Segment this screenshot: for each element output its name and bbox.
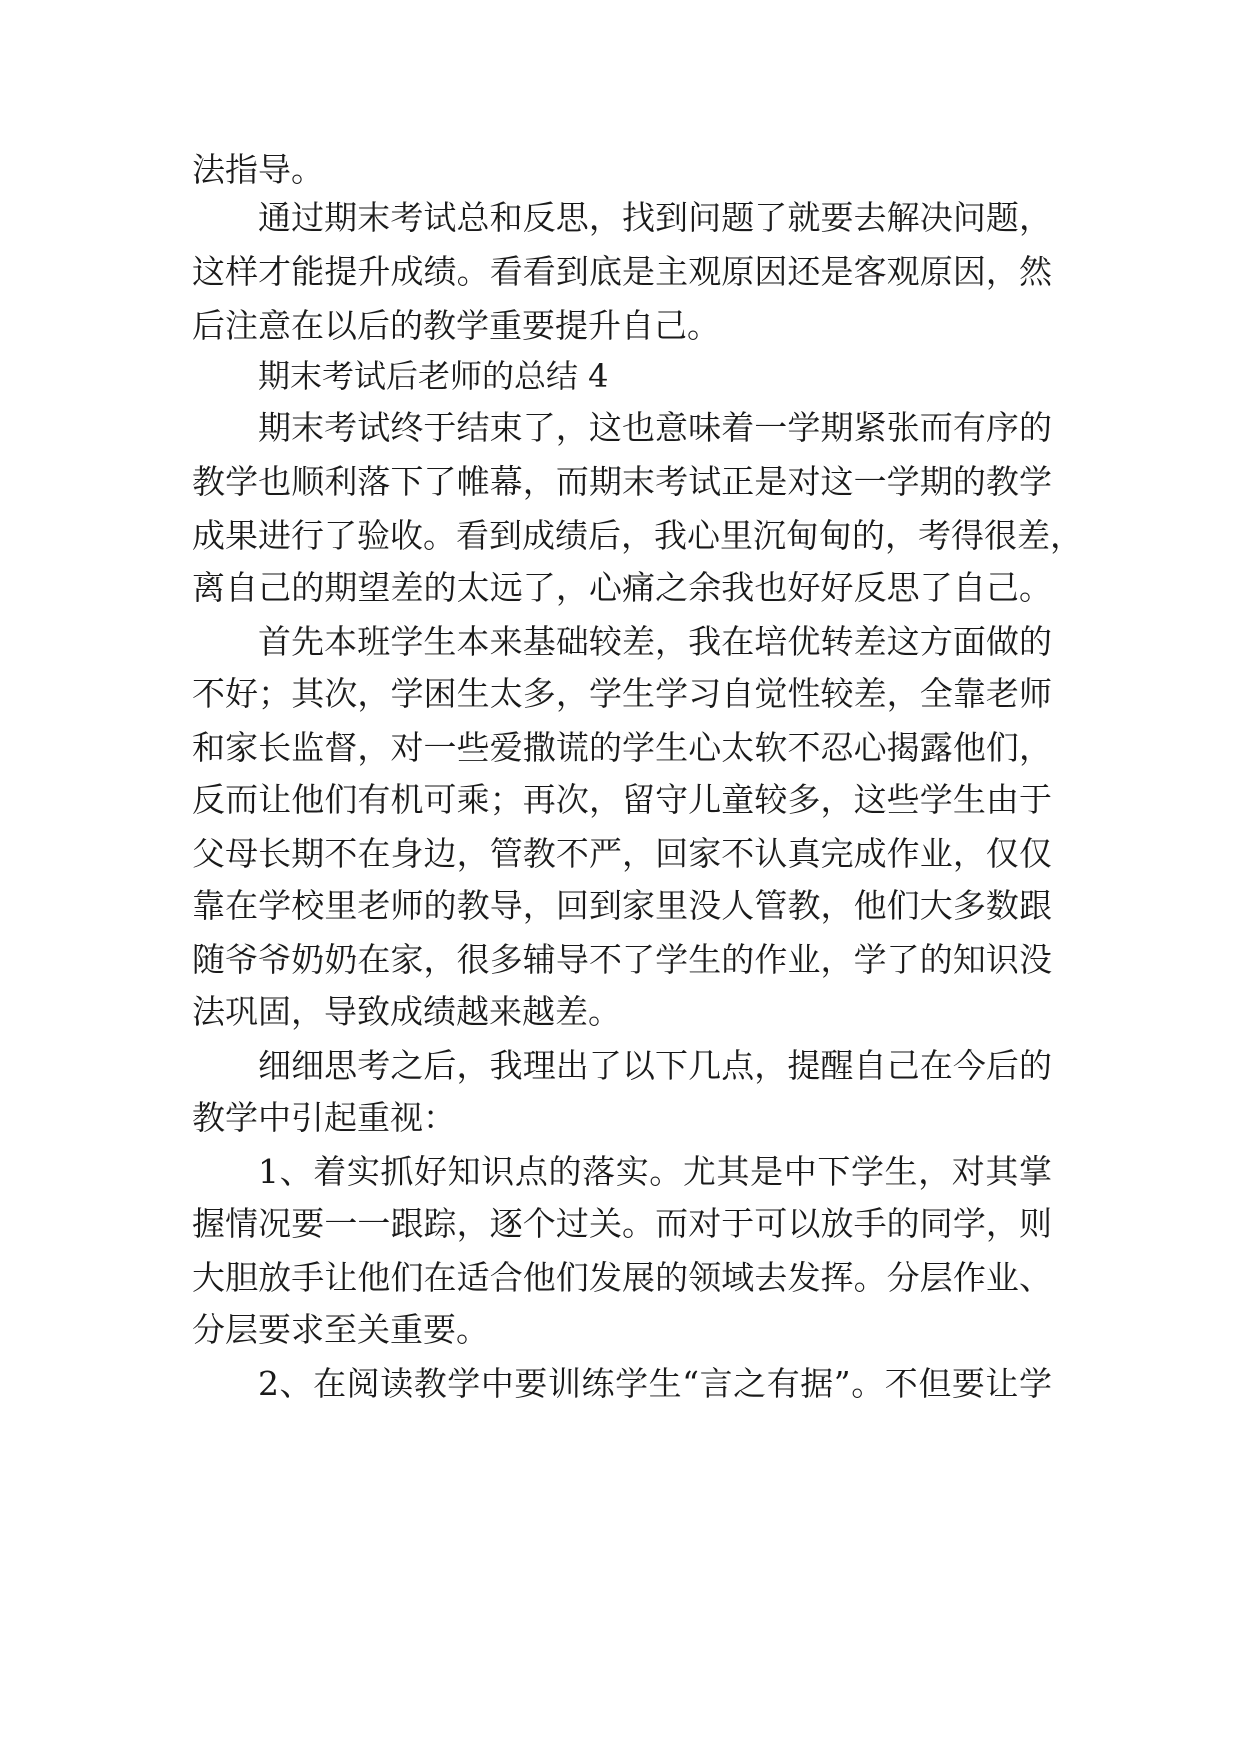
- text-line: 首先本班学生本来基础较差，我在培优转差这方面做的: [258, 622, 1052, 661]
- text-line: 这样才能提升成绩。看看到底是主观原因还是客观原因，然: [192, 252, 1052, 291]
- text-line: 成果进行了验收。看到成绩后，我心里沉甸甸的，考得很差，: [192, 516, 1083, 555]
- text-line: 期末考试终于结束了，这也意味着一学期紧张而有序的: [258, 408, 1052, 447]
- section-heading: 期末考试后老师的总结 4: [258, 357, 609, 395]
- text-line: 2、在阅读教学中要训练学生“言之有据”。不但要让学: [258, 1364, 1052, 1403]
- text-line: 教学也顺利落下了帷幕，而期末考试正是对这一学期的教学: [192, 462, 1052, 501]
- text-line: 握情况要一一跟踪，逐个过关。而对于可以放手的同学，则: [192, 1204, 1052, 1243]
- text-line: 大胆放手让他们在适合他们发展的领域去发挥。分层作业、: [192, 1258, 1052, 1297]
- text-line: 法巩固，导致成绩越来越差。: [192, 992, 621, 1031]
- text-line: 后注意在以后的教学重要提升自己。: [192, 306, 720, 345]
- text-line: 不好；其次，学困生太多，学生学习自觉性较差，全靠老师: [192, 674, 1052, 713]
- text-line: 和家长监督，对一些爱撒谎的学生心太软不忍心揭露他们，: [192, 728, 1052, 767]
- text-line: 离自己的期望差的太远了，心痛之余我也好好反思了自己。: [192, 568, 1052, 607]
- text-line: 细细思考之后，我理出了以下几点，提醒自己在今后的: [258, 1046, 1052, 1085]
- text-line: 随爷爷奶奶在家，很多辅导不了学生的作业，学了的知识没: [192, 940, 1052, 979]
- text-line: 法指导。: [192, 150, 324, 189]
- text-line: 靠在学校里老师的教导，回到家里没人管教，他们大多数跟: [192, 886, 1052, 925]
- text-line: 分层要求至关重要。: [192, 1310, 489, 1349]
- text-line: 1、着实抓好知识点的落实。尤其是中下学生，对其掌: [258, 1152, 1052, 1191]
- text-line: 通过期末考试总和反思，找到问题了就要去解决问题，: [258, 198, 1052, 237]
- text-line: 父母长期不在身边，管教不严，回家不认真完成作业，仅仅: [192, 834, 1052, 873]
- text-line: 反而让他们有机可乘；再次，留守儿童较多，这些学生由于: [192, 780, 1052, 819]
- text-line: 教学中引起重视：: [192, 1098, 456, 1137]
